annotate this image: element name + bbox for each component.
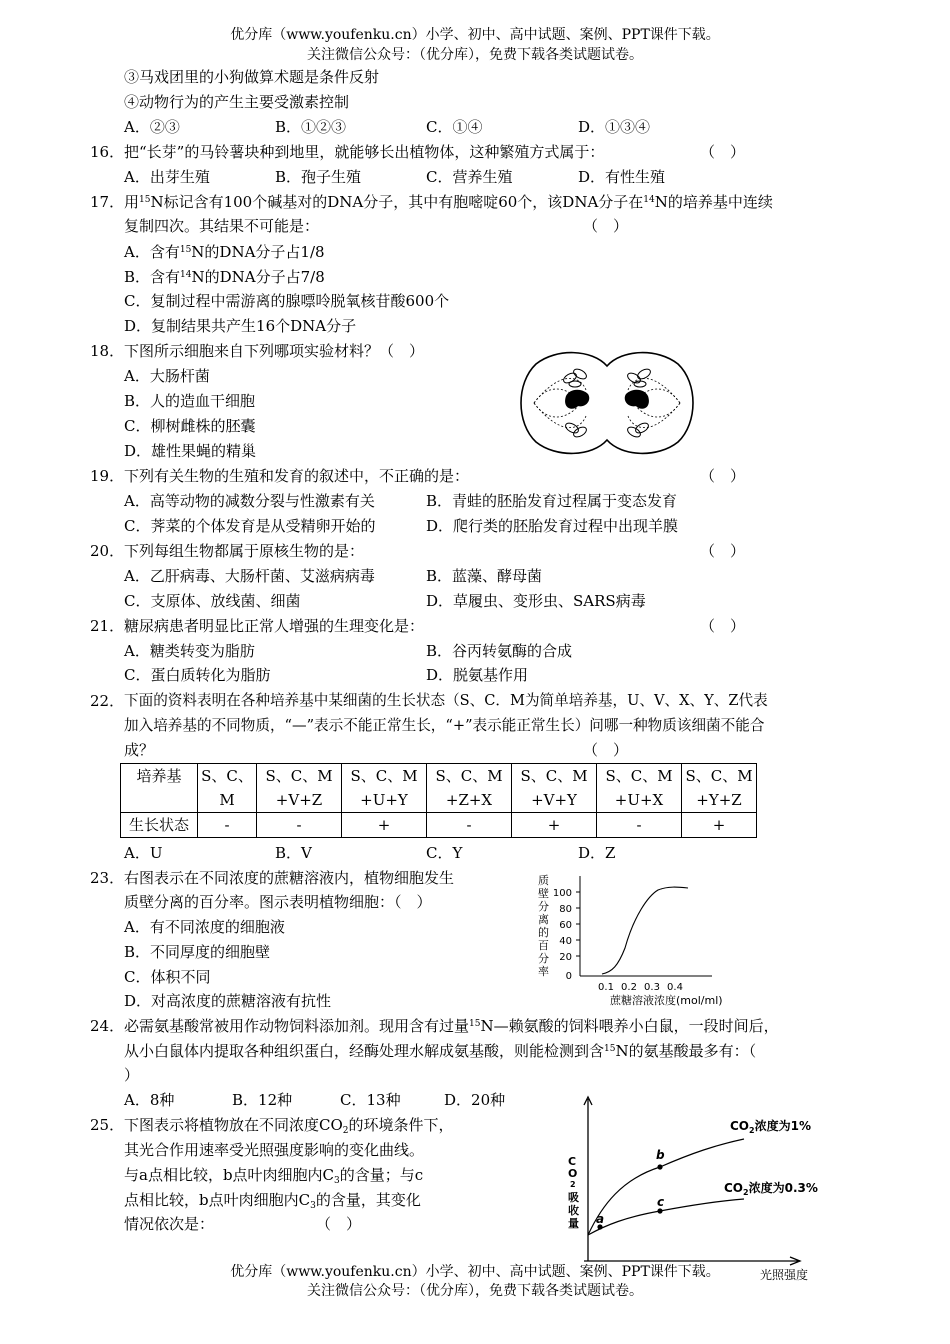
svg-text:壁: 壁 (538, 887, 549, 900)
curve-co2-0.3pct (588, 1199, 744, 1235)
q22-stem-line-1: 下面的资料表明在各种培养基中某细菌的生长状态（S、C．M为简单培养基，U、V、X、Y、Z代表 (124, 692, 768, 709)
table-cell: + (512, 813, 597, 838)
q21-option-d: D．脱氨基作用 (426, 666, 529, 684)
q23-option-a: A．有不同浓度的细胞液 (124, 918, 285, 936)
q20-option-d: D．草履虫、变形虫、SARS病毒 (426, 592, 646, 610)
svg-text:0.4: 0.4 (667, 982, 683, 993)
photosynthesis-chart (562, 1095, 830, 1287)
point-c-label: c (657, 1195, 665, 1209)
q18-option-c: C．柳树雌株的胚囊 (124, 417, 256, 435)
q20-stem: 下列每组生物都属于原核生物的是： (124, 542, 365, 560)
q19-stem: 下列有关生物的生殖和发育的叙述中，不正确的是： (124, 467, 470, 485)
q18-option-b: B．人的造血干细胞 (124, 392, 256, 410)
q21-option-c: C．蛋白质转化为脂肪 (124, 666, 271, 684)
table-header-growth: 生长状态 (121, 813, 198, 838)
q25-stem-line-1: 下图表示将植物放在不同浓度$CO_2$的环境条件下， (124, 1116, 454, 1136)
q23-option-b: B．不同厚度的细胞壁 (124, 943, 271, 961)
table-header-medium: 培养基 (121, 764, 198, 813)
q24-option-a: A．8种 (124, 1091, 175, 1109)
table-row (121, 813, 757, 838)
chromosome (564, 421, 580, 435)
svg-text:的: 的 (538, 926, 549, 939)
q16-number: 16． (90, 143, 125, 161)
q21-number: 21． (90, 617, 125, 635)
svg-text:0: 0 (565, 971, 572, 982)
q17-option-d: D．复制结果共产生16个DNA分子 (124, 317, 357, 335)
table-cell: - (597, 813, 682, 838)
svg-text:分: 分 (538, 952, 549, 965)
table-cell: S、C、M +V+Y (512, 764, 597, 813)
svg-text:收: 收 (568, 1204, 579, 1217)
q18-number: 18． (90, 342, 125, 360)
table-cell: + (682, 813, 757, 838)
svg-text:百: 百 (538, 939, 549, 952)
q17-option-b: B．含有$^{14}$N的DNA分子占7/8 (124, 268, 325, 286)
chromosome-dark (565, 390, 589, 409)
table-cell: - (427, 813, 512, 838)
chromosome (636, 367, 652, 381)
table-cell: S、C、M +Z+X (427, 764, 512, 813)
q19-option-c: C．荠菜的个体发育是从受精卵开始的 (124, 517, 376, 535)
q25-stem-line-4: 点相比较，b点叶肉细胞内$C_3$的含量，其变化 (124, 1191, 421, 1211)
q22-stem-line-2: 加入培养基的不同物质，“—”表示不能正常生长，“+”表示能正常生长）问哪一种物质该细菌不能合 (124, 717, 765, 734)
q20-number: 20． (90, 542, 125, 560)
curve-label-co2-0.3pct: $CO_2$浓度为0.3% (724, 1181, 818, 1197)
q16-option-a: A．出芽生殖 (124, 168, 210, 186)
table-cell: S、C、M +U+Y (342, 764, 427, 813)
q15-statement-3: ③马戏团里的小狗做算术题是条件反射 (124, 68, 380, 86)
q19-number: 19． (90, 467, 125, 485)
q18-option-a: A．大肠杆菌 (124, 367, 210, 385)
q25-answer-paren: （ ） (316, 1215, 362, 1233)
q18-option-d: D．雄性果蝇的精巢 (124, 442, 257, 460)
q22-option-d: D．Z (578, 844, 616, 862)
q15-statement-4: ④动物行为的产生主要受激素控制 (124, 93, 350, 111)
q16-option-c: C．营养生殖 (426, 168, 513, 186)
svg-text:O: O (568, 1167, 578, 1180)
q19-answer-paren: （ ） (700, 467, 746, 485)
q19-option-b: B．青蛙的胚胎发育过程属于变态发育 (426, 492, 678, 510)
table-cell: S、C、M +V+Z (257, 764, 342, 813)
q17-answer-paren: （ ） (583, 217, 629, 235)
svg-text:量: 量 (568, 1217, 579, 1230)
table-cell: + (342, 813, 427, 838)
q24-option-c: C．13种 (340, 1091, 401, 1109)
q22-stem-line-3: 成？ (124, 741, 155, 759)
q15-option-a: A．②③ (124, 118, 180, 136)
q20-option-a: A．乙肝病毒、大肠杆菌、艾滋病病毒 (124, 567, 375, 585)
footer-line-2: 关注微信公众号：（优分库），免费下载各类试题试卷。 (307, 1283, 643, 1299)
point-a-label: a (596, 1212, 605, 1226)
svg-text:0.1: 0.1 (598, 982, 614, 993)
q19-option-a: A．高等动物的减数分裂与性激素有关 (124, 492, 375, 510)
q16-option-b: B．孢子生殖 (275, 168, 362, 186)
q15-option-c: C．①④ (426, 118, 483, 136)
svg-text:60: 60 (559, 920, 572, 931)
table-cell: S、C、M +U+X (597, 764, 682, 813)
q17-stem-line-2: 复制四次。其结果不可能是： (124, 217, 320, 235)
svg-text:率: 率 (538, 965, 549, 978)
q21-stem: 糖尿病患者明显比正常人增强的生理变化是： (124, 617, 425, 635)
q25-number: 25． (90, 1116, 125, 1134)
q16-option-d: D．有性生殖 (578, 168, 666, 186)
svg-text:20: 20 (559, 952, 572, 963)
y-axis-label (538, 873, 549, 978)
q25-stem-line-2: 其光合作用速率受光照强度影响的变化曲线。 (124, 1141, 425, 1159)
svg-text:质: 质 (538, 874, 549, 887)
y-tick-marks (576, 892, 580, 956)
svg-text:2: 2 (570, 1180, 576, 1189)
svg-text:离: 离 (538, 913, 549, 926)
plasmolysis-curve (602, 887, 688, 974)
q22-number: 22． (90, 692, 125, 710)
svg-text:0.2: 0.2 (621, 982, 637, 993)
table-row (121, 764, 757, 813)
table-cell: S、C、M +Y+Z (682, 764, 757, 813)
q17-number: 17． (90, 193, 125, 211)
q22-option-a: A．U (124, 844, 163, 862)
header-line-1: 优分库（www.youfenku.cn）小学、初中、高中试题、案例、PPT课件下载。 (230, 27, 720, 43)
q24-stem-line-3: ） (124, 1066, 140, 1084)
table-cell: - (257, 813, 342, 838)
q19-option-d: D．爬行类的胚胎发育过程中出现羊膜 (426, 517, 679, 535)
q20-answer-paren: （ ） (700, 542, 746, 560)
curve-label-co2-1pct: $CO_2$浓度为1% (730, 1119, 811, 1135)
q24-stem-line-1: 必需氨基酸常被用作动物饲料添加剂。现用含有过量$^{15}$N—赖氨酸的饲料喂养小白鼠，一段时间后， (124, 1017, 779, 1035)
q22-growth-table (120, 763, 757, 838)
q18-stem: 下图所示细胞来自下列哪项实验材料？（ ） (124, 342, 425, 360)
point-c (657, 1208, 662, 1213)
curve-co2-1pct (588, 1139, 744, 1235)
spindle-fibers (534, 378, 680, 427)
point-b-label: b (656, 1148, 665, 1162)
plasmolysis-chart (530, 868, 740, 1010)
header-line-2: 关注微信公众号：（优分库），免费下载各类试题试卷。 (307, 47, 643, 63)
chromosome (569, 381, 581, 387)
svg-text:吸: 吸 (568, 1191, 579, 1204)
q16-answer-paren: （ ） (700, 143, 746, 161)
svg-text:0.3: 0.3 (644, 982, 660, 993)
q17-stem-line-1: 用$^{15}$N标记含有100个碱基对的DNA分子，其中有胞嘧啶60个，该DNA分子在$^{14}$N的培养基中连续 (124, 193, 773, 211)
q15-option-b: B．①②③ (275, 118, 347, 136)
point-b (657, 1164, 662, 1169)
cell-membrane (521, 353, 693, 454)
q20-option-b: B．蓝藻、酵母菌 (426, 567, 543, 585)
x-ticks (598, 982, 683, 993)
chromosome-dark (625, 390, 649, 409)
q17-option-a: A．含有$^{15}$N的DNA分子占1/8 (124, 243, 325, 261)
q16-stem: 把“长芽”的马铃薯块种到地里，就能够长出植物体，这种繁殖方式属于： (124, 143, 605, 161)
chromosomes-left (562, 367, 589, 439)
q22-option-c: C．Y (426, 844, 463, 862)
q21-option-a: A．糖类转变为脂肪 (124, 642, 255, 660)
q22-option-b: B．V (275, 844, 312, 862)
table-cell: - (198, 813, 257, 838)
q17-option-c: C．复制过程中需游离的腺嘌呤脱氧核苷酸600个 (124, 292, 450, 310)
table-cell: S、C、 M (198, 764, 257, 813)
q20-option-c: C．支原体、放线菌、细菌 (124, 592, 301, 610)
footer-line-1: 优分库（www.youfenku.cn）小学、初中、高中试题、案例、PPT课件下载。 (230, 1264, 720, 1280)
q23-stem-line-2: 质壁分离的百分率。图示表明植物细胞：（ ） (124, 893, 432, 911)
q23-stem-line-1: 右图表示在不同浓度的蔗糖溶液内，植物细胞发生 (124, 869, 455, 887)
q25-stem-line-5: 情况依次是： (124, 1215, 215, 1233)
q23-option-c: C．体积不同 (124, 968, 211, 986)
x-axis-label: 光照强度 (760, 1268, 809, 1282)
q25-stem-line-3: 与a点相比较，b点叶肉细胞内$C_3$的含量；与c (124, 1166, 424, 1186)
q23-number: 23． (90, 869, 125, 887)
q24-stem-line-2: 从小白鼠体内提取各种组织蛋白，经酶处理水解成氨基酸，则能检测到含$^{15}$N的氨基酸最多有：（ (124, 1042, 757, 1060)
q24-number: 24． (90, 1017, 125, 1035)
svg-text:分: 分 (538, 900, 549, 913)
svg-text:80: 80 (559, 904, 572, 915)
chromosomes-right (625, 367, 652, 439)
q21-answer-paren: （ ） (700, 617, 746, 635)
svg-text:100: 100 (552, 888, 572, 899)
q21-option-b: B．谷丙转氨酶的合成 (426, 642, 573, 660)
cell-division-figure (520, 350, 695, 456)
q15-option-d: D．①③④ (578, 118, 651, 136)
y-ticks (553, 888, 572, 982)
q24-option-d: D．20种 (444, 1091, 506, 1109)
q22-answer-paren: （ ） (583, 741, 629, 759)
x-axis-label: 蔗糖溶液浓度(mol/ml) (610, 994, 723, 1007)
svg-text:40: 40 (559, 936, 572, 947)
chromosome (634, 421, 650, 435)
svg-text:C: C (568, 1155, 577, 1168)
q24-option-b: B．12种 (232, 1091, 293, 1109)
q23-option-d: D．对高浓度的蔗糖溶液有抗性 (124, 992, 332, 1010)
y-axis-label (568, 1155, 579, 1230)
